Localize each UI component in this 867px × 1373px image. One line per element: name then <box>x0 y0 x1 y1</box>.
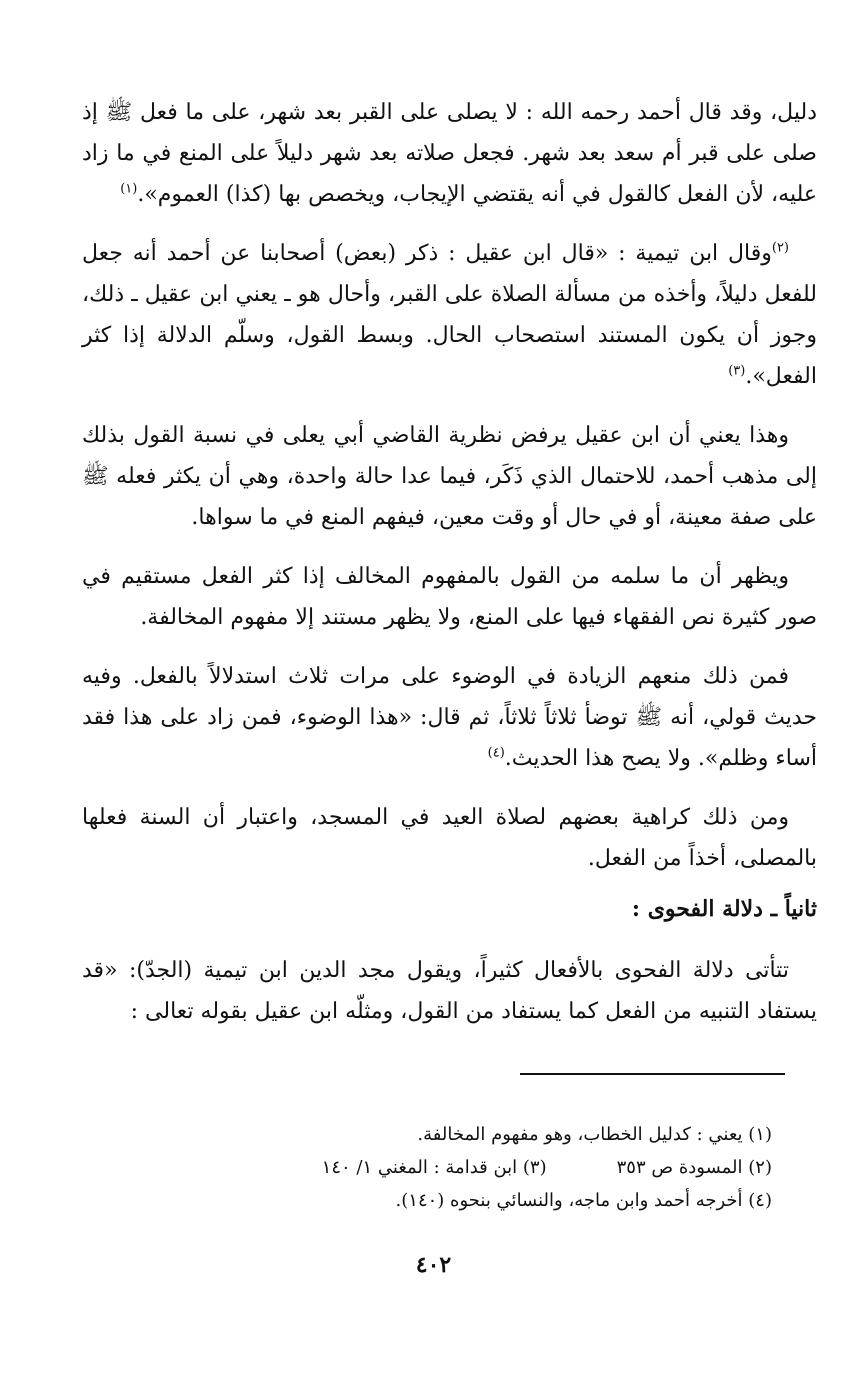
footnote-3: (٣) ابن قدامة : المغني ١/ ١٤٠ <box>321 1157 547 1178</box>
footnotes <box>90 1118 772 1217</box>
paragraph-3: وهذا يعني أن ابن عقيل يرفض نظرية القاضي أبي يعلى في نسبة القول بذلك إلى مذهب أحمد، للاحتمال الذي ذَكَر، فيما عدا حالة واحدة، وهي أن يكثر فعله ﷺ على صفة معينة، أو في حال أو وقت معين، فيفهم المنع في ما سواها. <box>82 423 817 530</box>
paragraph-2: $^{(٢)}$وقال ابن تيمية : «قال ابن عقيل : ذكر (بعض) أصحابنا عن أحمد أنه جعل للفعل دليلاً، وأخذه من مسألة الصلاة على القبر، وأحال هو ـ يعني ابن عقيل ـ ذلك، وجوز أن يكون المستند استصحاب الحال. وبسط القول، وسلّم الدلالة إذا كثر الفعل».$^{(٣)}$ <box>82 240 817 389</box>
footnote-marker-3: (٣) <box>728 363 746 379</box>
footnote-1: (١) يعني : كدليل الخطاب، وهو مفهوم المخالفة. <box>417 1124 772 1145</box>
footnote-marker-2: (٢) <box>771 240 789 256</box>
footnote-4: (٤) أخرجه أحمد وابن ماجه، والنسائي بنحوه (١٤٠). <box>395 1190 772 1211</box>
footnote-marker-4: (٤) <box>487 745 505 761</box>
paragraph-6: ومن ذلك كراهية بعضهم لصلاة العيد في المسجد، واعتبار أن السنة فعلها بالمصلى، أخذاً من الفعل. <box>82 805 817 871</box>
paragraph-7: تتأتى دلالة الفحوى بالأفعال كثيراً، ويقول مجد الدين ابن تيمية (الجدّ): «قد يستفاد التنبيه من الفعل كما يستفاد من القول، ومثلّه ابن عقيل بقوله تعالى : <box>82 958 817 1024</box>
footnote-row-2-3 <box>90 1151 772 1184</box>
page-number: ٤٠٢ <box>415 1252 452 1278</box>
section-heading: ثانياً ـ دلالة الفحوى : <box>631 896 817 922</box>
footnote-2: (٢) المسودة ص ٣٥٣ <box>616 1157 772 1178</box>
footnote-separator <box>520 1073 785 1075</box>
paragraph-1: دليل، وقد قال أحمد رحمه الله : لا يصلى على القبر بعد شهر، على ما فعل ﷺ إذ صلى على قبر أم سعد بعد شهر. فجعل صلاته بعد شهر دليلاً على المنع في ما زاد عليه، لأن الفعل كالقول في أنه يقتضي الإيجاب، ويخصص بها (كذا) العموم».$^{(١)}$ <box>82 100 817 207</box>
paragraph-5: فمن ذلك منعهم الزيادة في الوضوء على مرات ثلاث استدلالاً بالفعل. وفيه حديث قولي، أنه ﷺ توضأ ثلاثاً ثلاثاً، ثم قال: «هذا الوضوء، فمن زاد على هذا فقد أساء وظلم». ولا يصح هذا الحديث.$^{(٤)}$ <box>82 664 817 771</box>
main-text <box>82 92 817 1050</box>
footnote-marker-1: (١) <box>120 181 138 197</box>
paragraph-4: ويظهر أن ما سلمه من القول بالمفهوم المخالف إذا كثر الفعل مستقيم في صور كثيرة نص الفقهاء فيها على المنع، ولا يظهر مستند إلا مفهوم المخالفة. <box>82 564 817 630</box>
